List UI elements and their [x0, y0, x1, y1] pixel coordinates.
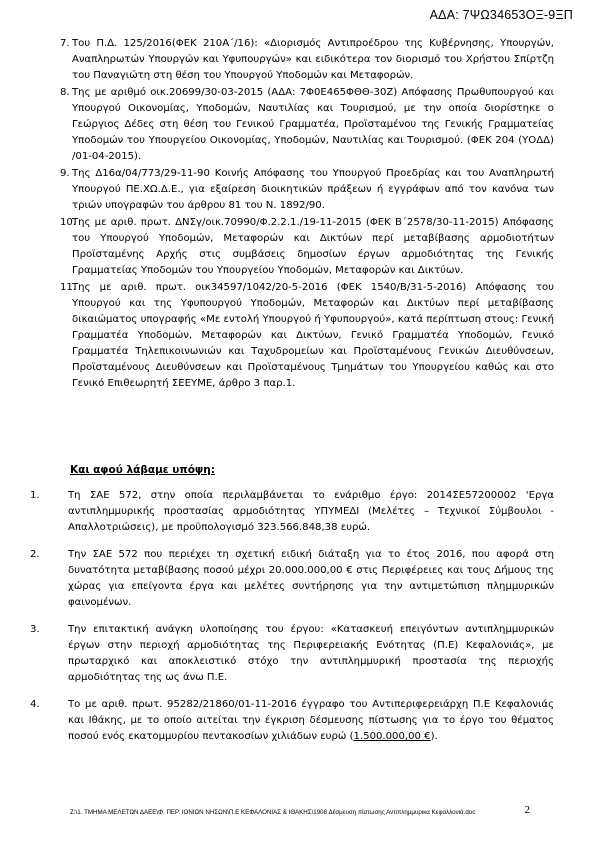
item-text: Τη ΣΑΕ 572, στην οποία περιλαμβάνεται το ενάριθμο έργο: 2014ΣΕ57200002 'Εργα αντιπλημμυρικής προστασίας αρμοδιότητας ΥΠΥΜΕΔΙ (Μελέτες – Τεχνικοί Σύμβουλοι - Απαλλοτριώσεις), με προϋπολογισμό 323.566.848,38 ευρώ. — [68, 490, 554, 533]
item-text: Της με αριθμό οικ.20699/30-03-2015 (ΑΔΑ: 7Φ0Ε465ΦΘΘ-30Ζ) Απόφασης Πρωθυπουργού και Υπουργού Οικονομίας, Υποδομών, Ναυτιλίας και Τουρισμού, με την οποία διορίστηκε ο Γεώργιος Δέδες στη θέση του Γενικού Γραμματέα, Προϊσταμένου της Γενικής Γραμματείας Υποδομών του Υπουργείου Οικονομίας, Υποδομών, Ναυτιλίας και Τουρισμού. (ΦΕΚ 204 (ΥΟΔΔ) /01-04-2015). — [72, 87, 554, 162]
list-item — [30, 622, 554, 686]
list-item — [30, 547, 554, 611]
page-number: 2 — [524, 804, 530, 816]
item-text: Το με αριθ. πρωτ. 95282/21860/01-11-2016 έγγραφο του Αντιπεριφερειάρχη Π.Ε Κεφαλονιάς και Ιθάκης, με το οποίο αιτείται την έγκριση δέσμευσης πίστωσης για το έργο του θέματος ποσού ενός εκατομμυρίου πεντακοσίων χιλιάδων ευρώ ( — [68, 699, 554, 742]
ada-code: ΑΔΑ: 7ΨΩ34653ΟΞ-9ΞΠ — [429, 8, 573, 22]
list-item — [30, 280, 554, 392]
item-text: Της Δ16α/04/773/29-11-90 Κοινής Απόφασης του Υπουργού Προεδρίας και του Αναπληρωτή Υπουργού ΠΕ.ΧΩ.Δ.Ε., για εξαίρεση διοικητικών πράξεων ή εγγράφων από τον κανόνα των τριών υπογραφών του άρθρου 81 του Ν. 1892/90. — [72, 168, 554, 211]
item-number: 7. — [60, 38, 70, 49]
section-heading: Και αφού λάβαμε υπόψη: — [70, 464, 215, 476]
item-text-end: ). — [430, 731, 438, 742]
list-item — [30, 85, 554, 165]
list-item — [30, 36, 554, 84]
item-number: 10. — [60, 217, 77, 228]
item-number: 2. — [30, 549, 40, 560]
item-text: Την επιτακτική ανάγκη υλοποίησης του έργου: «Κατασκευή επειγόντων αντιπλημμυρικών έργων στην περιοχή αρμοδιότητας της Περιφερειακής Ενότητας (Π.Ε) Κεφαλονιάς», με πρωταρχικό και αποκλειστικό στόχο την αντιπλημμυρική προστασία της περιοχής αρμοδιότητας της ως άνω Π.Ε. — [68, 624, 554, 683]
list-item — [30, 488, 554, 536]
item-number: 4. — [30, 699, 40, 710]
file-path-footer: Z:\1. ΤΜΗΜΑ ΜΕΛΕΤΩΝ ΔΑΕΕ\Φ. ΠΕΡ. ΙΟΝΙΩΝ ΝΗΣΩΝ\Π.Ε ΚΕΦΑΛΟΝΙΑΣ & ΙΘΑΚΗΣ\1908 Δέσμευση πίστωσης Αντιπλημμυρικα Κεφαλλονιά.doc — [70, 809, 476, 816]
item-text: Της με αριθ. πρωτ. ΔΝΣγ/οικ.70990/Φ.2.2.1./19-11-2015 (ΦΕΚ Β΄2578/30-11-2015) Απόφασης του Υπουργού Υποδομών, Μεταφορών και Δικτύων περί μεταβίβασης αρμοδιοτήτων Προϊσταμένης Αρχής στις συμβάσεις δημοσίων έργων αρμοδιότητας της Γενικής Γραμματείας Υποδομών του Υπουργείου Υποδομών, Μεταφορών και Δικτύων. — [72, 217, 554, 276]
item-number: 1. — [30, 490, 40, 501]
amount-text: 1.500.000,00 € — [353, 731, 431, 742]
taking-into-account-list — [30, 488, 554, 756]
considerations-list — [30, 36, 554, 393]
item-text: Την ΣΑΕ 572 που περιέχει τη σχετική ειδική διάταξη για το έτος 2016, που αφορά στη δυνατότητα μεταβίβασης ποσού μέχρι 20.000.000,00 € στις Περιφέρειες και τους Δήμους της χώρας για επείγοντα έργα και μελέτες συντήρησης για την αντιμετώπιση πλημμυρικών φαινομένων. — [68, 549, 554, 608]
list-item — [30, 697, 554, 745]
item-number: 9. — [60, 168, 70, 179]
item-number: 11. — [60, 282, 77, 293]
list-item — [30, 166, 554, 214]
item-text: Του Π.Δ. 125/2016(ΦΕΚ 210Α΄/16): «Διορισμός Αντιπροέδρου της Κυβέρνησης, Υπουργών, Αναπληρωτών Υπουργών και Υφυπουργών» και ειδικότερα τον διορισμό του Χρήστου Σπίρτζη του Παναγιώτη στη θέση του Υπουργού Υποδομών και Μεταφορών. — [72, 38, 554, 81]
list-item — [30, 215, 554, 279]
item-number: 8. — [60, 87, 70, 98]
item-text: Της με αριθ. πρωτ. οικ34597/1042/20-5-2016 (ΦΕΚ 1540/Β/31-5-2016) Απόφασης του Υπουργού και της Υφυπουργού Υποδομών, Μεταφορών και Δικτύων περί μεταβίβασης δικαιώματος υπογραφής «Με εντολή Υπουργού ή Υφυπουργού», κατά περίπτωση στους: Γενική Γραμματέα Υποδομών, Μεταφορών και Δικτύων, Γενικό Γραμματέα Υποδομών, Γενικό Γραμματέα Τηλεπικοινωνιών και Ταχυδρομείων και Προϊσταμένους Γενικών Διευθύνσεων, Προϊσταμένους Διευθύνσεων και Προϊσταμένους Τμημάτων του Υπουργείου καθώς και στο Γενικό Επιθεωρητή ΣΕΕΥΜΕ, άρθρο 3 παρ.1. — [72, 282, 554, 389]
item-number: 3. — [30, 624, 40, 635]
